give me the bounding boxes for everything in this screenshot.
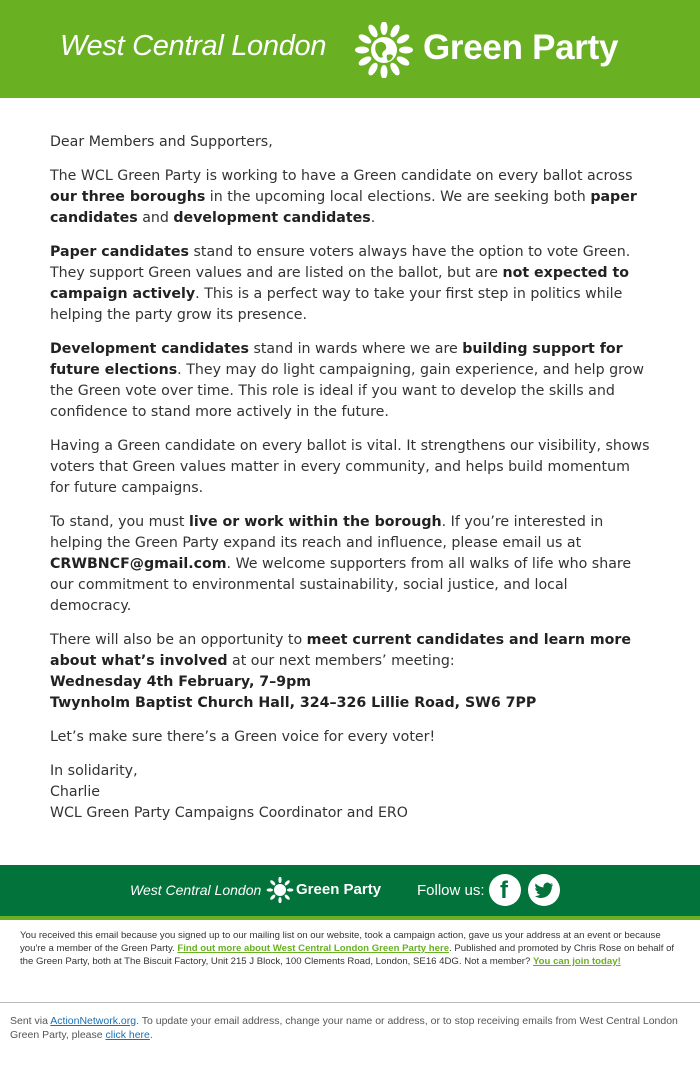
header-region: West Central London (60, 30, 327, 62)
footer-earth-logo-icon (265, 877, 295, 903)
greeting: Dear Members and Supporters, (50, 134, 273, 150)
paragraph-meeting: There will also be an opportunity to meet current candidates and learn more about what’s involved at our next members’ meeting: Wednesday 4th February, 7–9pm Twynholm Baptist Church Hall, 324–326 Lillie Road, SW6 7PP (50, 632, 632, 711)
email-body (50, 132, 650, 824)
signer-role: WCL Green Party Campaigns Coordinator and ERO (50, 805, 408, 821)
find-out-more-link[interactable]: Find out more about West Central London Green Party here (177, 943, 450, 954)
paragraph-development-candidates: Development candidates stand in wards where we are building support for future elections. They may do light campaigning, gain experience, and help grow the Green vote over time. This role is ideal if you want to develop the skills and confidence to stand more actively in the future. (50, 341, 644, 420)
sent-via-notice: Sent via ActionNetwork.org. To update your email address, change your name or address, or to stop receiving emails from West Central London Green Party, please click here. (10, 1015, 678, 1041)
footer-party: Green Party (296, 881, 382, 898)
twitter-bird-icon (528, 874, 560, 906)
unsubscribe-link[interactable]: click here (105, 1029, 150, 1041)
join-today-link[interactable]: You can join today! (533, 956, 621, 967)
paragraph-closing: Let’s make sure there’s a Green voice for every voter! (50, 729, 436, 745)
contact-email: CRWBNCF@gmail.com (50, 556, 227, 572)
footer-region: West Central London (130, 882, 262, 898)
footer-stripe (0, 916, 700, 920)
actionnetwork-link[interactable]: ActionNetwork.org (50, 1015, 137, 1027)
twitter-icon[interactable] (528, 874, 560, 906)
footer-band (0, 865, 700, 916)
meeting-venue: Twynholm Baptist Church Hall, 324–326 Lillie Road, SW6 7PP (50, 695, 537, 711)
signature (50, 761, 650, 824)
signer-name: Charlie (50, 784, 101, 800)
paragraph-how-to-stand: To stand, you must live or work within the borough. If you’re interested in helping the Green Party expand its reach and influence, please email us at CRWBNCF@gmail.com. We welcome supporters from all walks of life who share our commitment to environmental sustainability, social justice, and local democracy. (50, 514, 632, 614)
meeting-date: Wednesday 4th February, 7–9pm (50, 674, 312, 690)
facebook-icon[interactable]: f (489, 874, 521, 906)
paragraph-importance: Having a Green candidate on every ballot is vital. It strengthens our visibility, shows voters that Green values matter in every community, and helps build momentum for future campaigns. (50, 438, 650, 496)
paragraph-intro: The WCL Green Party is working to have a Green candidate on every ballot across our three boroughs in the upcoming local elections. We are seeking both paper candidates and development candidates. (50, 168, 637, 226)
divider (0, 1002, 700, 1003)
paragraph-paper-candidates: Paper candidates stand to ensure voters always have the option to vote Green. They support Green values and are listed on the ballot, but are not expected to campaign actively. This is a perfect way to take your first step in politics while helping the party grow its presence. (50, 244, 631, 323)
follow-us-label: Follow us: (417, 882, 485, 899)
legal-notice: You received this email because you signed up to our mailing list on our website, took a campaign action, gave us your address at an event or because you're a member of the Green Party. Find out more about West Central London Green Party here. Published and promoted by Chris Rose on behalf of the Green Party, both at The Biscuit Factory, Unit 215 J Block, 100 Clements Road, London, SE16 4DG. Not a member? You can join today! (20, 930, 675, 967)
signoff: In solidarity, (50, 763, 138, 779)
green-party-earth-logo-icon (352, 22, 416, 78)
header-party: Green Party (423, 28, 619, 67)
email-header (0, 0, 700, 98)
